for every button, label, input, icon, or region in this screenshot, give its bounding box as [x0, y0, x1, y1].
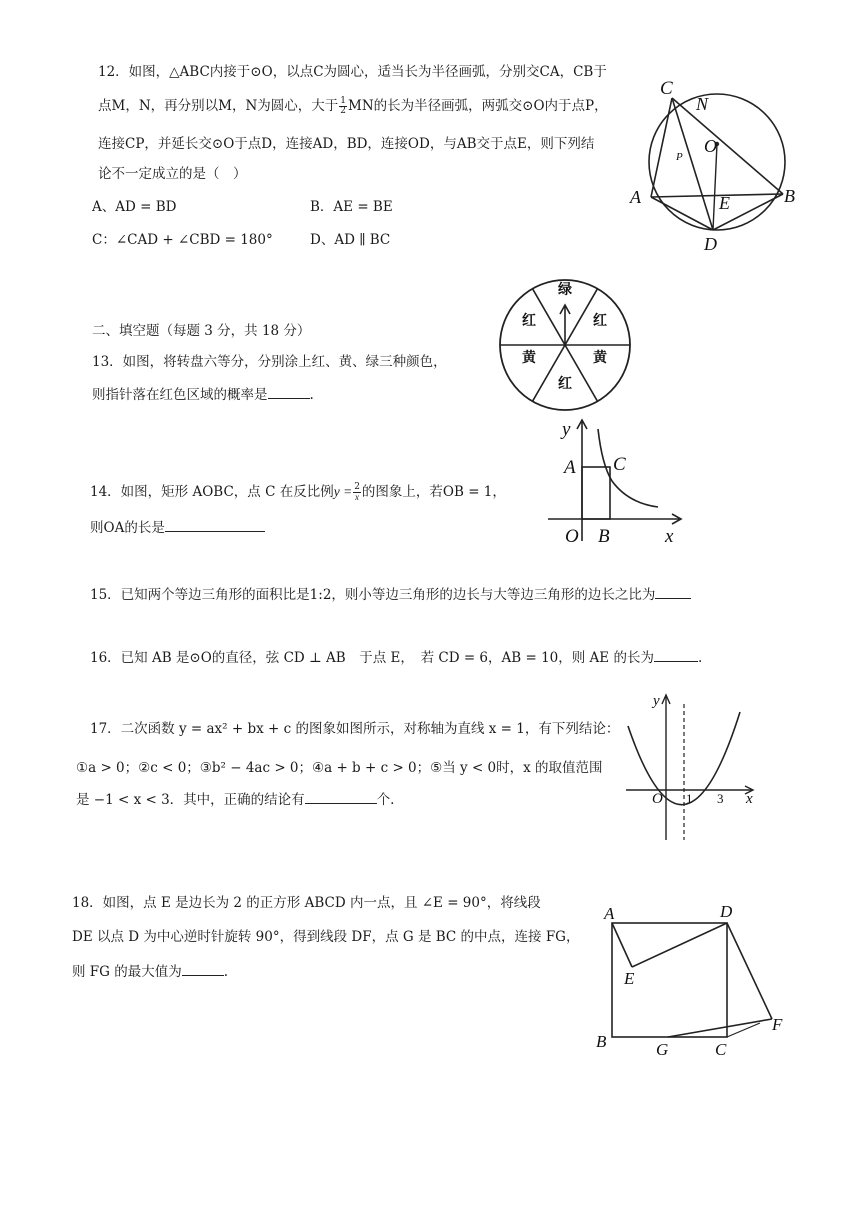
parabola-figure [620, 690, 765, 845]
q14-y-equals: y = [333, 484, 353, 499]
sector-label-3: 黄 [593, 350, 607, 366]
circle-o [649, 94, 785, 230]
square-figure [590, 895, 800, 1065]
label-c: C [660, 78, 673, 99]
segment-de [632, 923, 727, 967]
q12-line4: 论不一定成立的是（ ） [98, 166, 247, 182]
q18-line3-end: . [223, 964, 229, 980]
label-o: O [652, 791, 663, 807]
fraction-num: 2 [354, 482, 360, 492]
q18-line3 [72, 960, 228, 980]
q18-line3-text: 则 FG 的最大值为 [72, 964, 182, 980]
label-b: B [598, 526, 610, 547]
spinner-figure [490, 270, 640, 420]
q13-line1: 13．如图，将转盘六等分，分别涂上红、黄、绿三种颜色， [92, 354, 447, 370]
label-1: 1 [686, 791, 693, 806]
label-c: C [613, 454, 626, 475]
q12-circle-figure [620, 72, 810, 252]
q12-line3: 连接CP，并延长交⊙O于点D，连接AD，BD，连接OD，与AB交于点E，则下列结 [98, 136, 595, 152]
label-b: B [784, 186, 795, 206]
label-b: B [596, 1032, 607, 1051]
rectangle-aobc [582, 467, 610, 519]
q13-line2-text: 则指针落在红色区域的概率是 [92, 387, 268, 403]
sector-label-1: 绿 [558, 282, 572, 298]
label-d: D [704, 234, 717, 254]
sector-label-4: 红 [558, 376, 572, 392]
q17-line3-end: 个. [376, 792, 395, 808]
q13-answer-blank [268, 386, 310, 399]
sector-label-5: 黄 [522, 350, 536, 366]
q14-answer-blank [165, 519, 265, 532]
section-header: 二、填空题（每题 3 分，共 18 分） [92, 323, 311, 339]
fraction-den: 2 [340, 106, 347, 116]
fraction-num: 1 [340, 96, 347, 106]
segment-ab [651, 194, 783, 197]
q12-line2 [98, 94, 608, 116]
q12-option-a: A、AD = BD [92, 199, 177, 215]
segment-ca [651, 98, 672, 197]
q12-line1: 12．如图，△ABC内接于⊙O，以点C为圆心，适当长为半径画弧，分别交CA，CB于 [98, 64, 607, 80]
q12-line2-part1: 点M，N，再分别以M，N为圆心，大于 [98, 98, 339, 114]
hyperbola-curve [598, 429, 658, 507]
label-x: x [665, 526, 674, 547]
q16-text: 16．已知 AB 是⊙O的直径，弦 CD ⊥ AB 于点 E， 若 CD = 6，AB = 10，则 AE 的长为 [90, 650, 654, 666]
segment-ae [612, 923, 632, 967]
segment-cf [727, 1023, 760, 1037]
label-3: 3 [717, 791, 724, 806]
segment-df [727, 923, 772, 1019]
label-n: N [696, 94, 709, 114]
q18-line2: DE 以点 D 为中心逆时针旋转 90°，得到线段 DF，点 G 是 BC 的中点，连接 FG， [72, 929, 580, 945]
label-y: y [653, 693, 660, 709]
q17-line2: ①a > 0；②c < 0；③b² − 4ac > 0；④a + b + c > 0；⑤当 y < 0时，x 的取值范围 [76, 760, 603, 776]
label-a: A [630, 187, 641, 207]
label-y: y [562, 419, 571, 440]
fraction-two-over-x [353, 483, 361, 502]
label-a: A [604, 904, 615, 923]
q15-answer-blank [655, 586, 691, 599]
q17-line3-text: 是 −1 < x < 3．其中，正确的结论有 [76, 792, 305, 808]
label-e: E [719, 193, 730, 213]
q14-line1-part1: 14．如图，矩形 AOBC，点 C 在反比例 [90, 484, 334, 500]
label-x: x [746, 791, 753, 807]
segment-cd [672, 98, 713, 230]
q16-end: . [697, 650, 703, 666]
q16-line [90, 646, 702, 666]
q15-text: 15．已知两个等边三角形的面积比是1:2，则小等边三角形的边长与大等边三角形的边长之比为 [90, 587, 656, 603]
label-c: C [715, 1040, 727, 1059]
segment-gf [668, 1019, 772, 1037]
label-o: O [704, 136, 717, 156]
sector-label-2: 红 [593, 313, 607, 329]
q15-line [90, 583, 691, 603]
label-f: F [772, 1015, 783, 1034]
sector-label-6: 红 [522, 313, 536, 329]
label-d: D [720, 902, 733, 921]
q12-option-c: C：∠CAD + ∠CBD = 180° [92, 232, 273, 248]
q13-line2-end: . [309, 387, 314, 403]
fraction-one-half [339, 97, 347, 116]
fraction-den: x [355, 492, 360, 502]
q16-answer-blank [654, 649, 698, 662]
q14-line2-text: 则OA的长是 [90, 520, 165, 536]
q13-line2 [92, 383, 314, 403]
q12-option-b: B．AE = BE [310, 199, 393, 215]
label-p: P [676, 151, 683, 163]
label-e: E [624, 969, 635, 988]
q17-answer-blank [305, 791, 377, 804]
label-g: G [656, 1040, 669, 1059]
segment-cb [672, 98, 783, 194]
q17-line1: 17．二次函数 y = ax² + bx + c 的图象如图所示，对称轴为直线 x = 1，有下列结论： [90, 721, 620, 737]
label-a: A [564, 457, 576, 478]
hyperbola-figure [540, 415, 690, 550]
q14-line1-part2: 的图象上，若OB = 1， [361, 484, 506, 500]
q18-line1: 18．如图，点 E 是边长为 2 的正方形 ABCD 内一点，且 ∠E = 90°，将线段 [72, 895, 541, 911]
q14-line2 [90, 516, 265, 536]
q12-option-d: D、AD ∥ BC [310, 232, 391, 248]
q12-line2-part2: MN的长为半径画弧，两弧交⊙O内于点P， [348, 98, 608, 114]
label-o: O [565, 526, 579, 547]
q18-answer-blank [182, 963, 224, 976]
q17-line3 [76, 788, 394, 808]
segment-od [713, 144, 717, 230]
q14-line1 [90, 480, 506, 502]
